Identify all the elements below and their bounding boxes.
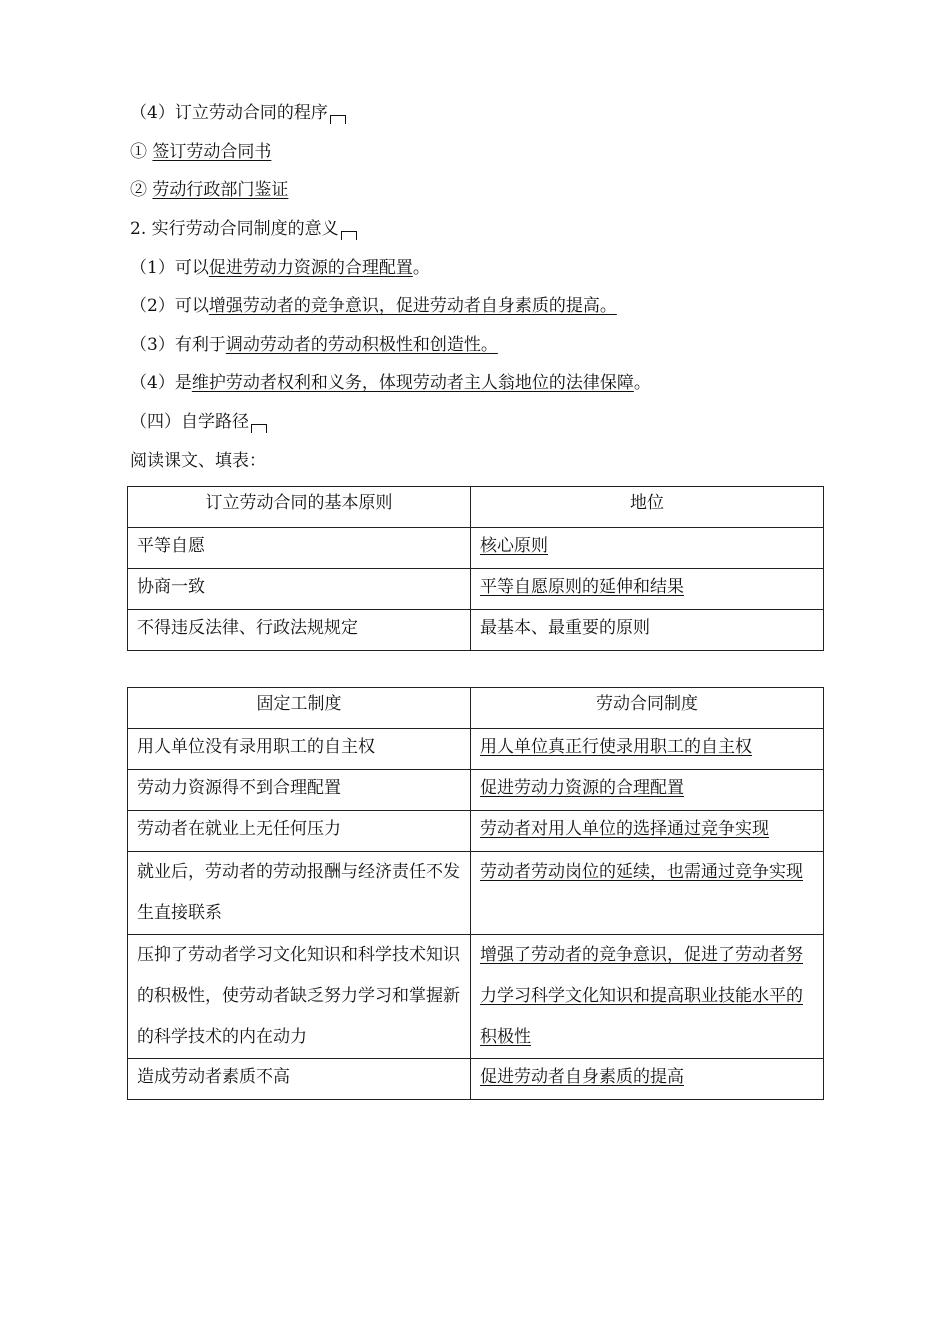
line-prefix: ① bbox=[130, 142, 153, 162]
table-cell: 最基本、最重要的原则 bbox=[471, 610, 824, 651]
table-cell: 劳动力资源得不到合理配置 bbox=[128, 770, 471, 811]
text-line-2 bbox=[130, 140, 271, 164]
table-header-cell: 固定工制度 bbox=[128, 688, 471, 729]
answer-text: 用人单位真正行使录用职工的自主权 bbox=[480, 737, 752, 757]
answer-text: 促进劳动力资源的合理配置 bbox=[208, 258, 413, 278]
table-cell: 用人单位没有录用职工的自主权 bbox=[128, 729, 471, 770]
table-row bbox=[128, 811, 824, 852]
line-prefix: ② bbox=[130, 180, 153, 200]
answer-text: 劳动者劳动岗位的延续，也需通过竞争实现 bbox=[480, 862, 803, 882]
table-cell bbox=[471, 935, 824, 1059]
table-header-row bbox=[128, 688, 824, 729]
table-cell: 协商一致 bbox=[128, 569, 471, 610]
table-cell bbox=[471, 569, 824, 610]
line-text: 2. 实行劳动合同制度的意义 bbox=[130, 219, 339, 239]
line-prefix: （4）是 bbox=[130, 373, 192, 393]
table-cell: 不得违反法律、行政法规规定 bbox=[128, 610, 471, 651]
text-line-5 bbox=[130, 256, 430, 280]
table-cell: 平等自愿 bbox=[128, 528, 471, 569]
comparison-table bbox=[127, 687, 824, 1100]
table-cell bbox=[471, 1059, 824, 1100]
text-line-6 bbox=[130, 294, 617, 318]
text-line-1 bbox=[130, 101, 346, 125]
text-line-7 bbox=[130, 333, 498, 357]
text-line-3 bbox=[130, 178, 288, 202]
line-prefix: （2）可以 bbox=[130, 296, 209, 316]
table-cell bbox=[471, 811, 824, 852]
text-line-9 bbox=[130, 410, 267, 434]
line-suffix: 。 bbox=[412, 258, 430, 278]
table-header-row bbox=[128, 487, 824, 528]
table-header-cell: 订立劳动合同的基本原则 bbox=[128, 487, 471, 528]
line-prefix: （3）有利于 bbox=[130, 335, 226, 355]
line-suffix: 。 bbox=[633, 373, 651, 393]
table-cell bbox=[471, 852, 824, 935]
answer-text: 劳动行政部门鉴证 bbox=[152, 180, 289, 200]
table-cell: 就业后，劳动者的劳动报酬与经济责任不发生直接联系 bbox=[128, 852, 471, 935]
line-prefix: （1）可以 bbox=[130, 258, 209, 278]
table-row bbox=[128, 610, 824, 651]
line-text: 阅读课文、填表： bbox=[130, 451, 266, 471]
table-row bbox=[128, 528, 824, 569]
table-cell bbox=[471, 729, 824, 770]
table-cell: 造成劳动者素质不高 bbox=[128, 1059, 471, 1100]
fill-blank-mark bbox=[251, 424, 267, 433]
answer-text: 促进劳动者自身素质的提高 bbox=[480, 1067, 684, 1087]
answer-text: 签订劳动合同书 bbox=[152, 142, 272, 162]
answer-text: 平等自愿原则的延伸和结果 bbox=[480, 577, 684, 597]
line-text: （4）订立劳动合同的程序 bbox=[130, 103, 328, 123]
fill-blank-mark bbox=[341, 231, 357, 240]
table-row bbox=[128, 935, 824, 1059]
text-line-4 bbox=[130, 217, 357, 241]
text-line-8 bbox=[130, 371, 651, 395]
table-header-cell: 劳动合同制度 bbox=[471, 688, 824, 729]
answer-text: 调动劳动者的劳动积极性和创造性。 bbox=[225, 335, 498, 355]
fill-blank-mark bbox=[330, 115, 346, 124]
table-cell: 压抑了劳动者学习文化知识和科学技术知识的积极性，使劳动者缺乏努力学习和掌握新的科学技术的内在动力 bbox=[128, 935, 471, 1059]
text-line-10 bbox=[130, 449, 266, 473]
table-cell bbox=[471, 528, 824, 569]
line-text: （四）自学路径 bbox=[130, 412, 249, 432]
principles-table bbox=[127, 486, 824, 651]
table-row bbox=[128, 770, 824, 811]
answer-text: 促进劳动力资源的合理配置 bbox=[480, 778, 684, 798]
answer-text: 劳动者对用人单位的选择通过竞争实现 bbox=[480, 819, 769, 839]
answer-text: 增强了劳动者的竞争意识，促进了劳动者努力学习科学文化知识和提高职业技能水平的积极性 bbox=[480, 945, 803, 1047]
table-row bbox=[128, 729, 824, 770]
table-cell: 劳动者在就业上无任何压力 bbox=[128, 811, 471, 852]
answer-text: 增强劳动者的竞争意识，促进劳动者自身素质的提高。 bbox=[208, 296, 617, 316]
table-row bbox=[128, 569, 824, 610]
answer-text: 核心原则 bbox=[480, 536, 548, 556]
table-row bbox=[128, 852, 824, 935]
table-cell bbox=[471, 770, 824, 811]
table-row bbox=[128, 1059, 824, 1100]
table-header-cell: 地位 bbox=[471, 487, 824, 528]
answer-text: 维护劳动者权利和义务，体现劳动者主人翁地位的法律保障 bbox=[191, 373, 634, 393]
